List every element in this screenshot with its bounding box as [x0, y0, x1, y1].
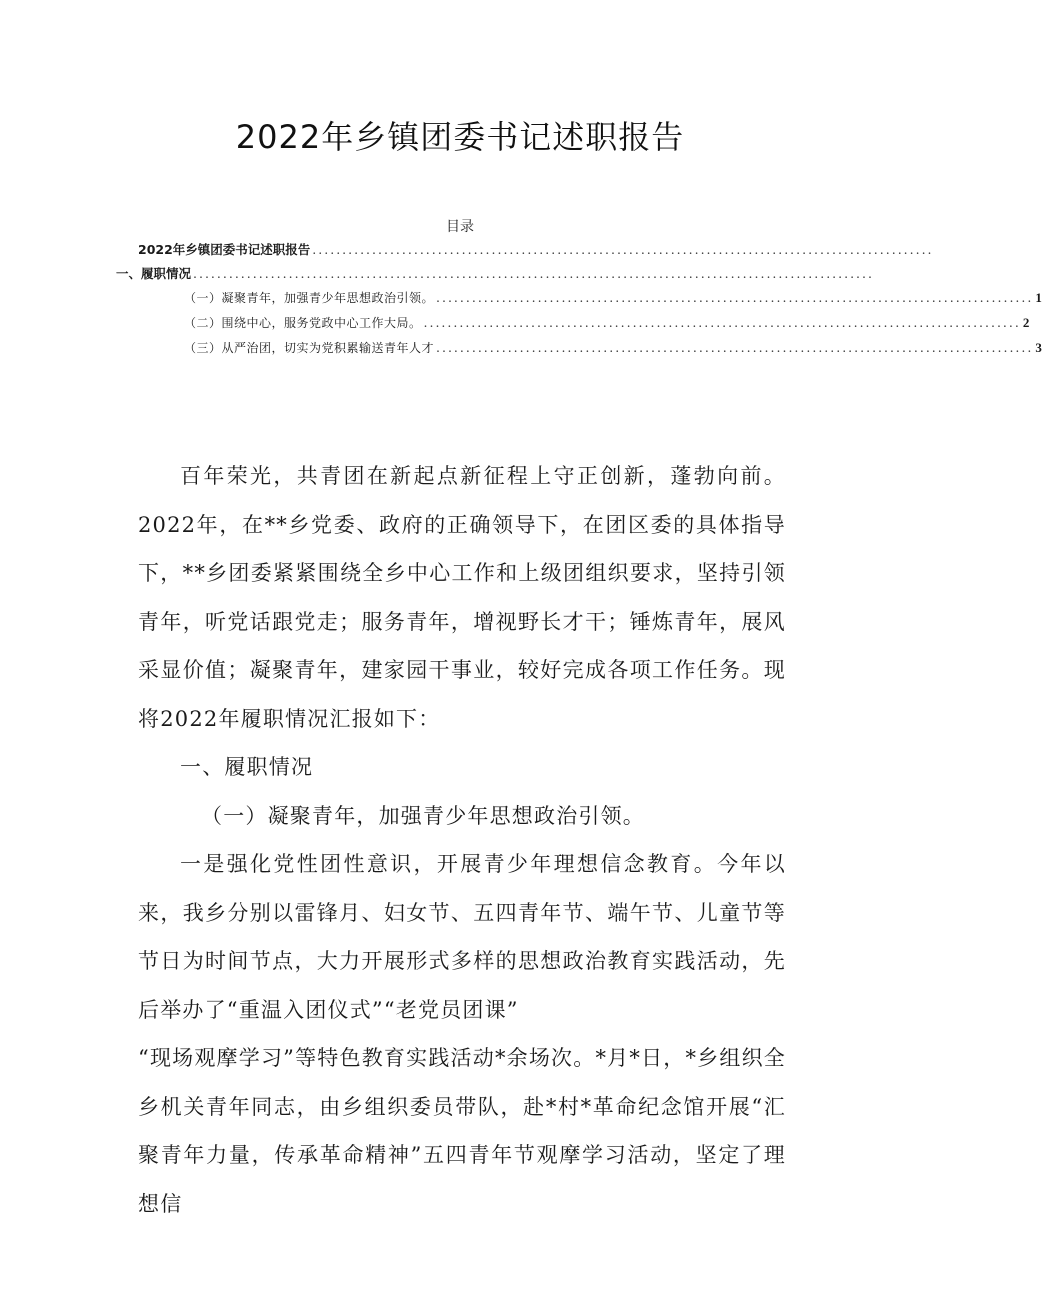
- toc-entry[interactable]: [116, 264, 874, 286]
- toc-entry-label: （一）凝聚青年，加强青少年思想政治引领。: [184, 291, 435, 305]
- toc-leader-dots: ....................................................................................................: [436, 290, 1034, 305]
- body-paragraph-continued: “现场观摩学习”等特色教育实践活动*余场次。*月*日，*乡组织全乡机关青年同志，由乡组织委员带队，赴*村*革命纪念馆开展“汇聚青年力量，传承革命精神”五四青年节观摩学习活动，坚定了理想信: [138, 1046, 786, 1216]
- toc-entry[interactable]: [138, 240, 934, 262]
- intro-paragraph: 百年荣光，共青团在新起点新征程上守正创新，蓬勃向前。2022年，在**乡党委、政府的正确领导下，在团区委的具体指导下，**乡团委紧紧围绕全乡中心工作和上级团组织要求，坚持引领青年，听党话跟党走；服务青年，增视野长才干；锤炼青年，展风采显价值；凝聚青年，建家园干事业，较好完成各项工作任务。现将2022年履职情况汇报如下：: [138, 464, 786, 731]
- document-body: [138, 452, 786, 1228]
- document-title: 2022年乡镇团委书记述职报告: [235, 118, 685, 156]
- toc-entry-page: 3: [1035, 340, 1042, 355]
- toc-entry[interactable]: [184, 289, 1042, 311]
- section-heading: 一、履职情况: [180, 755, 314, 779]
- subsection-heading: （一）凝聚青年，加强青少年思想政治引领。: [201, 803, 645, 828]
- toc-entry-page: 1: [1035, 290, 1042, 305]
- toc-entry-label: 一、履职情况: [116, 266, 192, 281]
- toc-entry-page: 2: [1022, 315, 1030, 330]
- toc-entry-label: 2022年乡镇团委书记述职报告: [138, 242, 311, 257]
- toc-leader-dots: ..................................................................................................................: [193, 266, 874, 281]
- toc-leader-dots: ........................................................................................................: [312, 242, 934, 257]
- toc-entry-label: （二）围绕中心，服务党政中心工作大局。: [184, 316, 422, 330]
- toc-entry[interactable]: [184, 339, 1042, 361]
- body-paragraph: 一是强化党性团性意识，开展青少年理想信念教育。今年以来，我乡分别以雷锋月、妇女节、五四青年节、端午节、儿童节等节日为时间节点，大力开展形式多样的思想政治教育实践活动，先后举办了“重温入团仪式”“老党员团课”: [138, 852, 786, 1022]
- toc-heading: 目录: [446, 219, 474, 235]
- toc-entry[interactable]: [184, 314, 1030, 336]
- toc-leader-dots: ....................................................................................................: [436, 340, 1034, 355]
- toc-leader-dots: ....................................................................................................: [423, 315, 1021, 330]
- toc-entry-label: （三）从严治团，切实为党积累输送青年人才: [184, 341, 435, 355]
